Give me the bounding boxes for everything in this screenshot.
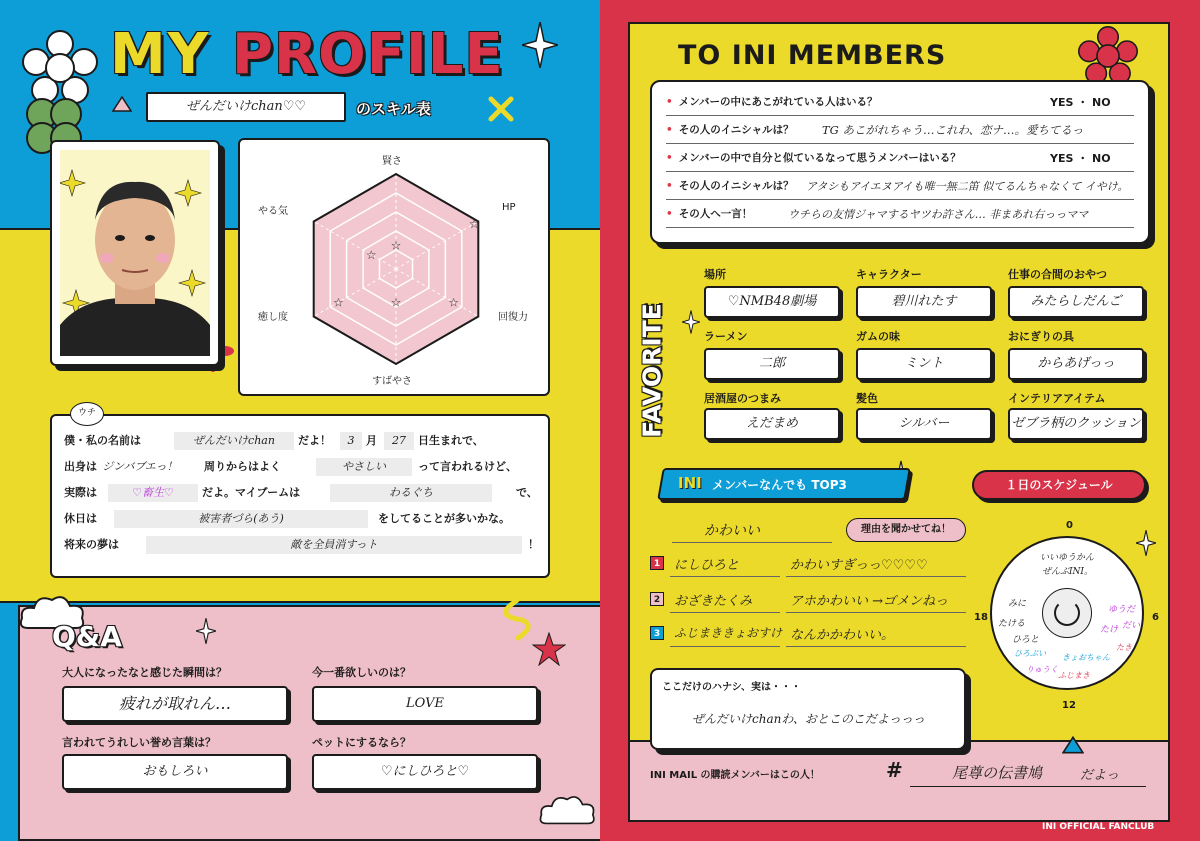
radar-label-1: HP <box>502 202 516 213</box>
members-a-1: TG あこがれちゃう…これわ、恋ナ…。愛ちてるっ <box>822 123 1084 137</box>
fav-label-7: 髪色 <box>856 392 878 405</box>
radar-label-3: すばやさ <box>372 376 412 387</box>
radar-point: ☆ <box>390 238 402 253</box>
radar-point: ☆ <box>448 295 459 310</box>
intro-l2a: 出身は <box>64 460 97 473</box>
fav-value-2: みたらしだんご <box>1008 286 1144 318</box>
fav-value-3: 二郎 <box>704 348 840 380</box>
reason-bubble-text: 理由を聞かせてね！ <box>861 524 951 535</box>
fav-label-0: 場所 <box>704 268 726 281</box>
sched-note-11: りゅうく <box>1026 665 1058 674</box>
members-a-0: YES ・ NO <box>1050 96 1111 109</box>
fav-label-6: 居酒屋のつまみ <box>704 392 781 405</box>
intro-said: やさしい <box>316 458 412 476</box>
intro-l1c: 月 <box>366 434 377 447</box>
members-a-2: YES ・ NO <box>1050 152 1111 165</box>
intro-holiday: 被害者づら(あう) <box>114 510 368 528</box>
top3-name-2: ふじまききょおすけ <box>674 626 783 640</box>
qa-q-2: 言われてうれしい誉め言葉は？ <box>62 736 216 749</box>
radar-card <box>238 138 550 396</box>
members-q-4-text: その人へ一言！ <box>678 208 753 220</box>
top3-ini: INI <box>678 474 702 492</box>
mail-underline <box>910 786 1146 787</box>
members-line-3 <box>666 199 1134 200</box>
mail-label: INI MAIL の購読メンバーはこの人！ <box>650 770 820 781</box>
sched-note-3: たける <box>998 619 1026 629</box>
schedule-title: １日のスケジュール <box>1005 478 1113 492</box>
secret-q: ここだけのハナシ、実は・・・ <box>662 682 801 693</box>
radar-label-4: 癒し度 <box>258 312 288 323</box>
radar-label-5: やる気 <box>258 206 288 217</box>
photo-frame <box>60 150 210 356</box>
sparkle-clock-icon <box>1136 530 1156 556</box>
mail-hash: # <box>886 758 903 782</box>
members-card <box>650 80 1150 244</box>
fav-label-4: ガムの味 <box>856 330 900 343</box>
clock-n0: 0 <box>1066 520 1073 531</box>
schedule-banner <box>972 470 1146 500</box>
fav-label-5: おにぎりの具 <box>1008 330 1074 343</box>
top3-reason-1: アホかわいい →ゴメンねっ <box>790 594 949 609</box>
fav-label-1: キャラクター <box>856 268 922 281</box>
cloud-small-icon <box>538 790 598 826</box>
top3-line-1a <box>670 612 780 613</box>
sched-note-0: いいゆうかん <box>1040 553 1095 563</box>
qa-a-1: LOVE <box>312 686 538 722</box>
sched-note-10: たき <box>1116 643 1132 652</box>
members-line-4 <box>666 227 1134 228</box>
qa-q-1: 今一番欲しいのは？ <box>312 666 411 679</box>
title-profile: PROFILE <box>232 22 504 87</box>
qa-title: Q&A <box>52 620 122 653</box>
members-line-0 <box>666 115 1134 116</box>
members-q-3-text: その人のイニシャルは？ <box>678 180 794 192</box>
intro-card <box>50 408 550 578</box>
top3-rank-0: 1 <box>650 556 664 570</box>
top3-reason-0: かわいすぎっっ♡♡♡♡ <box>790 558 928 573</box>
intro-l2c: って言われるけど、 <box>418 460 517 473</box>
reason-bubble <box>846 518 966 542</box>
top3-name-1: おざきたくみ <box>674 594 753 609</box>
intro-name: ぜんだいけchan <box>174 432 294 450</box>
fav-label-8: インテリアアイテム <box>1008 392 1106 405</box>
clock-arrow-icon <box>1054 600 1080 626</box>
right-page <box>600 0 1200 841</box>
title-my: MY <box>110 22 211 87</box>
secret-card <box>650 668 966 750</box>
qa-q-0: 大人になったなと感じた瞬間は？ <box>62 666 227 679</box>
top3-topic-line <box>672 542 832 543</box>
intro-l4b: をしてることが多いかな。 <box>378 512 510 525</box>
footer: INI OFFICIAL FANCLUB <box>1042 822 1155 832</box>
members-line-2 <box>666 171 1134 172</box>
intro-boom: わるぐち <box>330 484 492 502</box>
intro-l3c: で、 <box>516 486 538 499</box>
intro-l1b: だよ！ <box>298 434 331 447</box>
members-q-0-text: メンバーの中にあこがれている人はいる？ <box>678 96 878 108</box>
intro-l1a: 僕・私の名前は <box>64 434 141 447</box>
members-title: TO INI MEMBERS <box>678 40 947 71</box>
fav-value-6: えだまめ <box>704 408 840 440</box>
intro-actual: ♡畜生♡ <box>108 484 198 502</box>
radar-point: ☆ <box>390 295 402 310</box>
schedule-clock <box>990 536 1144 690</box>
intro-l3b: だよ。マイブームは <box>202 486 301 499</box>
intro-l3a: 実際は <box>64 486 97 499</box>
radar-point: ☆ <box>468 216 480 231</box>
intro-day: 27 <box>384 432 414 450</box>
top3-rank-1: 2 <box>650 592 664 606</box>
radar-label-2: 回復力 <box>498 312 528 323</box>
radar-chart <box>296 164 496 374</box>
favorite-title: FAVORITE <box>637 303 667 438</box>
triangle-icon <box>112 96 132 112</box>
members-q-1-text: その人のイニシャルは？ <box>678 124 794 136</box>
sched-note-9: きょおちゃん <box>1062 653 1110 662</box>
intro-l2b: 周りからはよく <box>204 460 281 473</box>
flower-red-icon <box>1078 26 1138 86</box>
clock-n6: 6 <box>1152 612 1159 623</box>
skill-suffix: のスキル表 <box>356 100 431 118</box>
fav-value-7: シルバー <box>856 408 992 440</box>
fav-value-4: ミント <box>856 348 992 380</box>
portrait-photo <box>60 150 210 356</box>
top3-line-0b <box>786 576 966 577</box>
speech-tag-text: ウチ <box>77 408 96 418</box>
clock-n12: 12 <box>1062 700 1076 711</box>
top3-reason-2: なんかかわいい。 <box>790 628 895 643</box>
members-a-4: ウチらの友情ジャマするヤツわ許さん… 非まあれ右っっママ <box>788 208 1089 221</box>
qa-a-2: おもしろい <box>62 754 288 790</box>
top3-name-0: にしひろと <box>674 558 740 573</box>
fav-label-2: 仕事の合間のおやつ <box>1008 268 1107 281</box>
top3-line-2a <box>670 646 780 647</box>
fav-value-0: ♡NMB48劇場 <box>704 286 840 318</box>
radar-point: ☆ <box>333 295 344 310</box>
fav-value-1: 碧川れたす <box>856 286 992 318</box>
intro-l1d: 日生まれで、 <box>418 434 484 447</box>
name-value: ぜんだいけchan♡♡ <box>185 99 307 114</box>
members-line-1 <box>666 143 1134 144</box>
top3-rank-2: 3 <box>650 626 664 640</box>
qa-a-0: 疲れが取れん… <box>62 686 288 722</box>
sched-note-8: ひろぷい <box>1014 649 1046 658</box>
x-mark-icon <box>488 96 514 122</box>
qa-a-3: ♡にしひろと♡ <box>312 754 538 790</box>
red-star-icon <box>532 632 566 666</box>
mail-value: 尾尊の伝書鳩 <box>952 764 1043 782</box>
fav-label-3: ラーメン <box>704 330 748 343</box>
sched-note-5: ゆうだ <box>1108 605 1136 615</box>
fav-value-5: からあげっっ <box>1008 348 1144 380</box>
fav-value-8: ゼブラ柄のクッション <box>1008 408 1144 440</box>
sched-note-12: ふじまき <box>1058 671 1090 680</box>
photo-card <box>50 140 220 366</box>
squiggle-icon <box>500 582 536 642</box>
sched-note-4: ひろと <box>1012 635 1040 645</box>
top3-line-1b <box>786 612 966 613</box>
sparkle-fav-icon <box>682 310 700 334</box>
top3-line-0a <box>670 576 780 577</box>
top3-title: メンバーなんでも TOP3 <box>712 478 847 492</box>
sched-note-6: たけ <box>1100 625 1119 635</box>
sched-note-1: ぜんぶINI。 <box>1042 567 1093 577</box>
top3-topic: かわいい <box>704 523 760 539</box>
mail-suffix: だよっ <box>1080 768 1120 783</box>
members-a-3: アタシもアイエヌアイも唯一無二笛 似てるんちゃなくて イやけ。 <box>806 180 1129 193</box>
name-field <box>146 92 346 122</box>
members-q-2-text: メンバーの中で自分と似ているなって思うメンバーはいる？ <box>678 152 961 164</box>
blue-triangle-icon <box>1062 736 1084 754</box>
intro-l5b: ！ <box>528 538 539 551</box>
intro-origin: ジンバブエっ！ <box>102 460 178 473</box>
sparkle-icon <box>522 22 558 68</box>
sched-note-7: だい <box>1122 621 1141 631</box>
clock-n18: 18 <box>974 612 988 623</box>
qa-q-3: ペットにするなら？ <box>312 736 411 749</box>
sparkle-small-icon <box>196 618 216 644</box>
top3-line-2b <box>786 646 966 647</box>
secret-a: ぜんだいけchanわ、おとこのこだよっっっ <box>692 712 925 726</box>
sched-note-2: みに <box>1008 599 1027 609</box>
speech-tag <box>70 402 104 426</box>
intro-month: 3 <box>340 432 362 450</box>
intro-dream: 敵を全員消すっト <box>146 536 522 554</box>
intro-l4a: 休日は <box>64 512 97 525</box>
radar-label-0: 賢さ <box>382 156 402 167</box>
intro-l5a: 将来の夢は <box>64 538 119 551</box>
radar-point: ☆ <box>365 247 377 262</box>
